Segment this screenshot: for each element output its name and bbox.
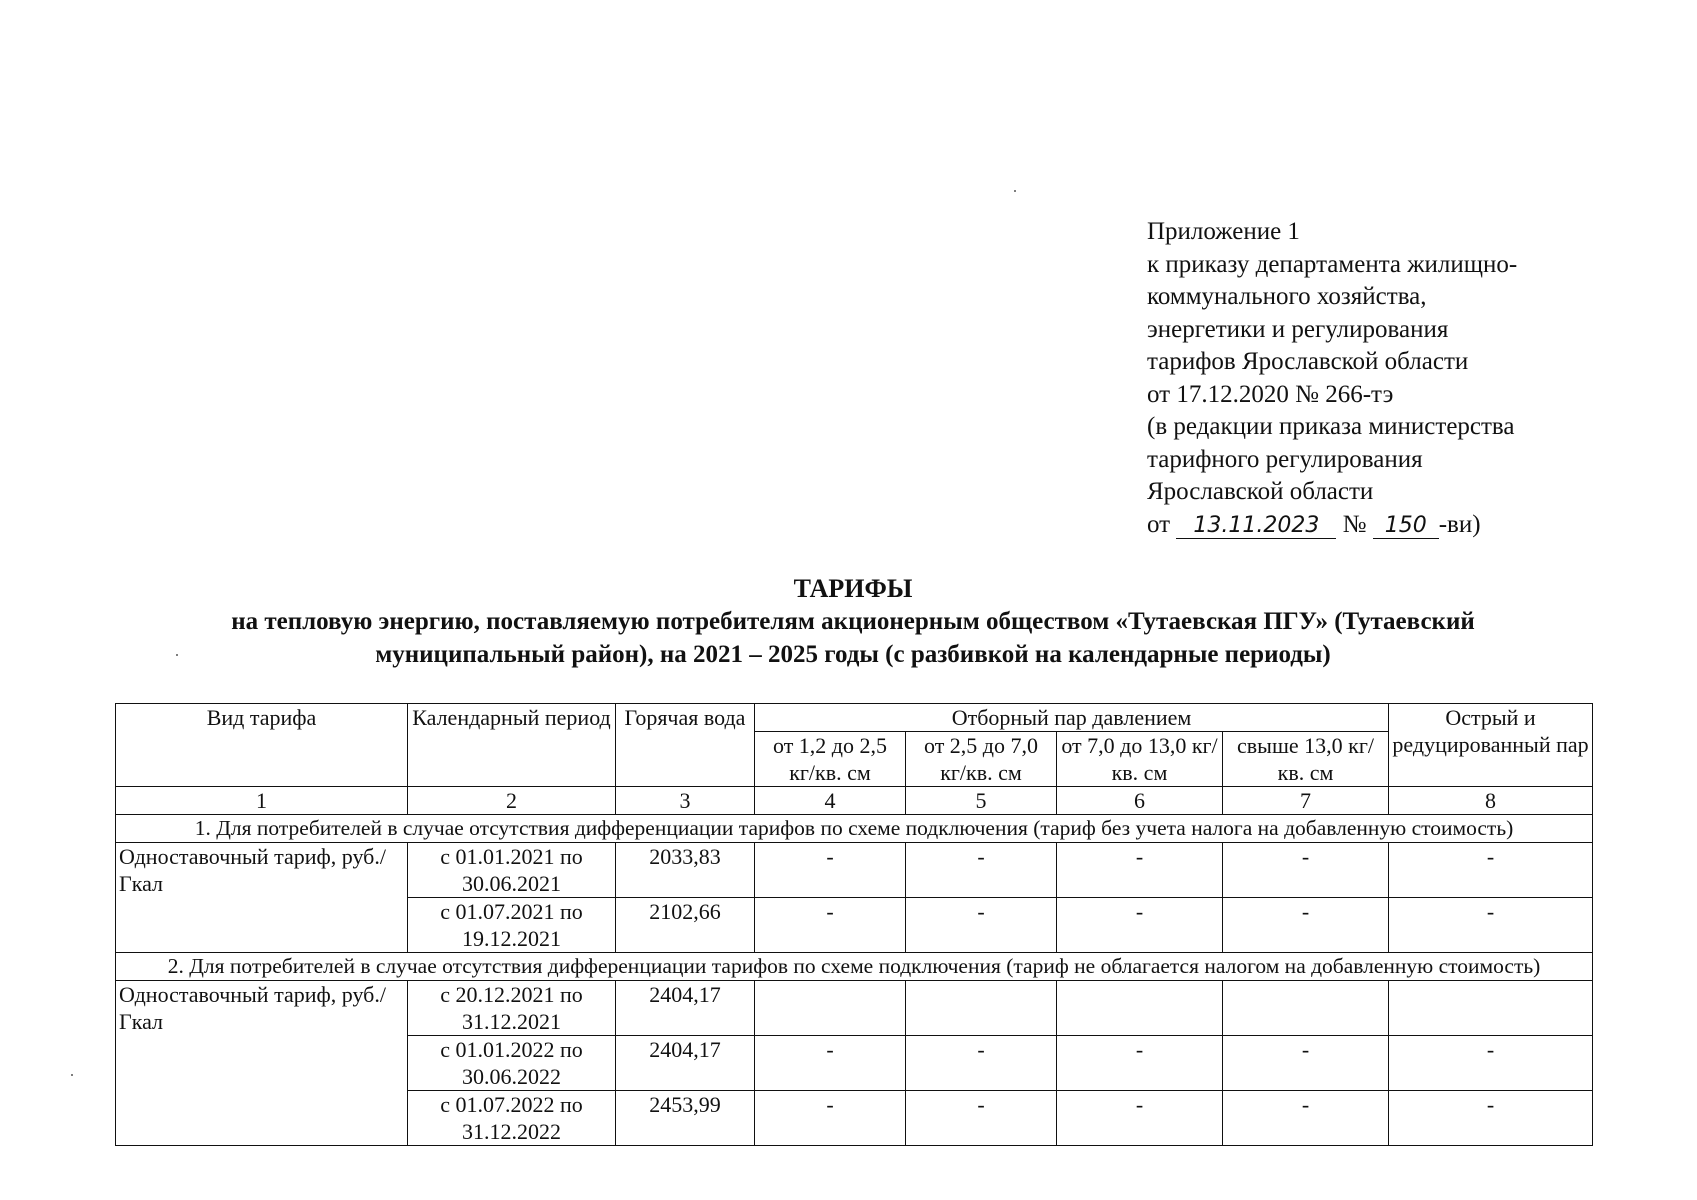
section-row [116, 953, 1593, 981]
steam-3-cell: - [1057, 1036, 1223, 1091]
header-steam-4: свыше 13,0 кг/кв. см [1223, 732, 1389, 787]
steam-2-cell: - [906, 843, 1057, 898]
steam-4-cell: - [1223, 1036, 1389, 1091]
header-hot-water: Горячая вода [616, 704, 755, 787]
steam-1-cell: - [755, 898, 906, 953]
hot-water-cell: 2453,99 [616, 1091, 755, 1146]
steam-3-cell: - [1057, 843, 1223, 898]
scan-speck [1014, 190, 1016, 192]
appendix-line: энергетики и регулирования [1147, 315, 1449, 343]
tariffs-table [115, 703, 1593, 1146]
section-title: 2. Для потребителей в случае отсутствия дифференциации тарифов по схеме подключения (тариф не облагается налогом на добавленную стоимость) [116, 953, 1593, 981]
hot-water-cell: 2102,66 [616, 898, 755, 953]
sharp-steam-cell [1389, 981, 1593, 1036]
title-line: на тепловую энергию, поставляемую потребителям акционерным обществом «Тутаевская ПГУ» (Тутаевский [231, 608, 1475, 635]
appendix-line: Ярославской области [1147, 478, 1374, 505]
sharp-steam-cell: - [1389, 898, 1593, 953]
scan-speck [71, 1074, 73, 1076]
steam-4-cell: - [1223, 843, 1389, 898]
section-title: 1. Для потребителей в случае отсутствия дифференциации тарифов по схеме подключения (тариф без учета налога на добавленную стоимость) [116, 815, 1593, 843]
order-prefix: от [1147, 510, 1171, 538]
steam-2-cell: - [906, 898, 1057, 953]
tariff-label: Одноставочный тариф, руб./Гкал [116, 843, 408, 953]
document-title [120, 572, 1586, 671]
steam-3-cell: - [1057, 898, 1223, 953]
handwritten-order-date: 13.11.2023 [1176, 514, 1336, 539]
table-row [116, 981, 1593, 1036]
steam-2-cell: - [906, 1036, 1057, 1091]
number-sign: № [1342, 510, 1367, 538]
sharp-steam-cell: - [1389, 1036, 1593, 1091]
steam-4-cell: - [1223, 898, 1389, 953]
steam-3-cell: - [1057, 1091, 1223, 1146]
header-tariff-type: Вид тарифа [116, 704, 408, 787]
appendix-line: (в редакции приказа министерства [1147, 413, 1515, 440]
header-steam-1: от 1,2 до 2,5 кг/кв. см [755, 732, 906, 787]
title-heading: ТАРИФЫ [793, 574, 913, 603]
column-number: 6 [1057, 787, 1223, 815]
header-sharp-steam: Острый и редуцированный пар [1389, 704, 1593, 787]
appendix-note [1147, 216, 1517, 541]
appendix-line: к приказу департамента жилищно- [1147, 250, 1518, 278]
steam-2-cell [906, 981, 1057, 1036]
handwritten-order-number: 150 [1373, 514, 1439, 539]
appendix-line: от 17.12.2020 № 266-тэ [1147, 380, 1394, 408]
header-row [116, 704, 1593, 732]
section-row [116, 815, 1593, 843]
steam-2-cell: - [906, 1091, 1057, 1146]
appendix-line: Приложение 1 [1147, 218, 1300, 245]
appendix-line: тарифного регулирования [1147, 445, 1423, 473]
header-period: Календарный период [408, 704, 616, 787]
appendix-line: тарифов Ярославской области [1147, 348, 1469, 375]
steam-4-cell: - [1223, 1091, 1389, 1146]
steam-3-cell [1057, 981, 1223, 1036]
column-number: 3 [616, 787, 755, 815]
order-suffix: -ви) [1438, 510, 1481, 538]
sharp-steam-cell: - [1389, 843, 1593, 898]
period-cell: с 01.07.2021 по 19.12.2021 [408, 898, 616, 953]
steam-4-cell [1223, 981, 1389, 1036]
title-line: муниципальный район), на 2021 – 2025 годы (с разбивкой на календарные периоды) [375, 641, 1331, 668]
appendix-order-line [1147, 509, 1517, 542]
hot-water-cell: 2404,17 [616, 981, 755, 1036]
tariff-label: Одноставочный тариф, руб./Гкал [116, 981, 408, 1146]
header-steam-2: от 2,5 до 7,0 кг/кв. см [906, 732, 1057, 787]
column-number: 1 [116, 787, 408, 815]
column-number: 7 [1223, 787, 1389, 815]
sharp-steam-cell: - [1389, 1091, 1593, 1146]
appendix-line: коммунального хозяйства, [1147, 283, 1427, 310]
header-steam-group: Отборный пар давлением [755, 704, 1389, 732]
hot-water-cell: 2404,17 [616, 1036, 755, 1091]
column-number: 4 [755, 787, 906, 815]
steam-1-cell [755, 981, 906, 1036]
period-cell: с 01.01.2022 по 30.06.2022 [408, 1036, 616, 1091]
column-number: 8 [1389, 787, 1593, 815]
header-steam-3: от 7,0 до 13,0 кг/кв. см [1057, 732, 1223, 787]
steam-1-cell: - [755, 1091, 906, 1146]
hot-water-cell: 2033,83 [616, 843, 755, 898]
period-cell: с 01.01.2021 по 30.06.2021 [408, 843, 616, 898]
column-number: 5 [906, 787, 1057, 815]
period-cell: с 20.12.2021 по 31.12.2021 [408, 981, 616, 1036]
period-cell: с 01.07.2022 по 31.12.2022 [408, 1091, 616, 1146]
table-row [116, 843, 1593, 898]
steam-1-cell: - [755, 1036, 906, 1091]
column-number: 2 [408, 787, 616, 815]
column-number-row [116, 787, 1593, 815]
steam-1-cell: - [755, 843, 906, 898]
